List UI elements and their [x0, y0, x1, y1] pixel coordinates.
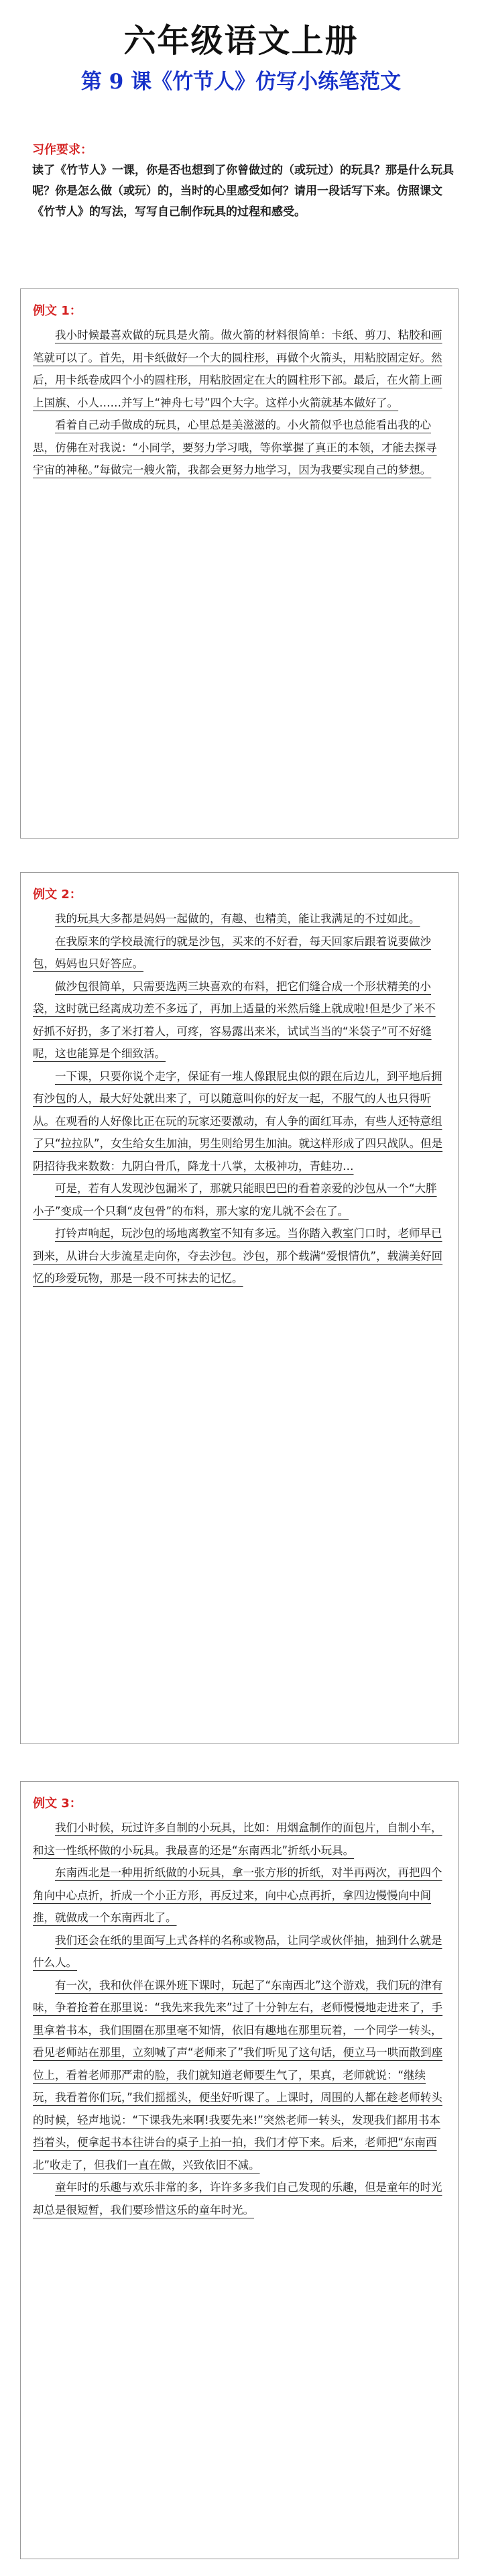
example-paragraph: 我小时候最喜欢做的玩具是火箭。做火箭的材料很简单：卡纸、剪刀、粘胶和画笔就可以了。首先，用卡纸做好一个大的圆柱形，再做个火箭头，用粘胶固定好。然后，用卡纸卷成四个小的圆柱形，用粘胶固定在大的圆柱形下部。最后，在火箭上画上国旗、小人……并写上“神舟七号”四个大字。这样小火箭就基本做好了。: [33, 329, 442, 409]
requirement-label: 习作要求：: [32, 143, 93, 157]
example-box-2: [20, 872, 459, 1744]
example-label: 例文 3：: [33, 1796, 82, 1811]
example-paragraph: 一下课，只要你说个走字，保证有一堆人像跟屁虫似的跟在后边儿，到平地后拥有沙包的人，最大好处就出来了，可以随意叫你的好友一起，不服气的人也只得听从。在观看的人好像比正在玩的玩家还要激动，有人争的面红耳赤，有些人还特意组了只“拉拉队”，女生给女生加油，男生则给男生加油。就这样形成了四只战队。但是阴招待我来数数：九阴白骨爪，降龙十八掌，太极神功，青蛙功…: [33, 1069, 443, 1173]
example-paragraph: 可是，若有人发现沙包漏米了，那就只能眼巴巴的看着亲爱的沙包从一个“大胖小子”变成一个只剩“皮包骨”的布料，那大家的宠儿就不会在了。: [33, 1182, 437, 1218]
example-paragraph: 有一次，我和伙伴在课外班下课时，玩起了“东南西北”这个游戏，我们玩的津有味，争着抢着在那里说：“我先来我先来”过了十分钟左右，老师慢慢地走进来了，手里拿着书本，我们围圈在那里毫不知情，依旧有趣地在那里玩着，一个同学一转头，看见老师站在那里，立刻喊了声“老师来了”我们听见了这句话，便立马一哄而散到座位上，看着老师那严肃的脸，我们就知道老师要生气了，果真，老师就说：“继续玩，我看着你们玩，”我们摇摇头，便坐好听课了。上课时，周围的人都在趁老师转头的时候，轻声地说：“下课我先来啊!我要先来!”突然老师一转头，发现我们都用书本挡着头，便拿起书本往讲台的桌子上拍一拍，我们才停下来。后来，老师把“东南西北”收走了，但我们一直在做，兴致依旧不减。: [33, 1978, 443, 2171]
example-box-3: [20, 1781, 459, 2559]
requirement-section: [32, 140, 455, 223]
example-label: 例文 1：: [33, 304, 82, 318]
example-paragraph: 我的玩具大多都是妈妈一起做的，有趣、也精美，能让我满足的不过如此。: [55, 912, 420, 925]
example-paragraph: 做沙包很简单，只需要选两三块喜欢的布料，把它们缝合成一个形状精美的小袋，这时就已经离成功差不多远了，再加上适量的米然后缝上就成啦!但是少了米不好抓不好扔，多了米打着人，可疼，容易露出来米，试试当当的“米袋子”可不好缝呢，这也能算是个细致活。: [33, 979, 436, 1060]
example-paragraph: 看着自己动手做成的玩具，心里总是美滋滋的。小火箭似乎也总能看出我的心思，仿佛在对我说：“小同学，要努力学习哦，等你掌握了真正的本领，才能去探寻宇宙的神秘。”每做完一艘火箭，我都会更努力地学习，因为我要实现自己的梦想。: [33, 419, 437, 476]
document-title: 六年级语文上册: [123, 22, 359, 60]
requirement-text: 读了《竹节人》一课，你是否也想到了你曾做过的（或玩过）的玩具？那是什么玩具呢？你是怎么做（或玩）的，当时的心里感受如何？请用一段话写下来。仿照课文《竹节人》的写法，写写自己制作玩具的过程和感受。: [32, 164, 454, 219]
example-paragraph: 我们小时候，玩过许多自制的小玩具，比如：用烟盒制作的面包片，自制小车，和这一性纸杯做的小玩具。我最喜的还是“东南西北”折纸小玩具。: [33, 1821, 442, 1857]
example-paragraph: 打铃声响起，玩沙包的场地离教室不知有多远。当你踏入教室门口时，老师早已到来，从讲台大步流星走向你，夺去沙包。沙包，那个载满“爱恨情仇”，载满美好回忆的珍爱玩物，那是一段不可抹去的记忆。: [33, 1227, 443, 1285]
example-label: 例文 2：: [33, 888, 82, 902]
document-subtitle: 第 9 课《竹节人》仿写小练笔范文: [80, 70, 402, 94]
example-paragraph: 东南西北是一种用折纸做的小玩具，拿一张方形的折纸，对半再两次，再把四个角向中心点折，折成一个小正方形，再反过来，向中心点再折，拿四边慢慢向中间推，就做成一个东南西北了。: [33, 1866, 442, 1924]
example-paragraph: 在我原来的学校最流行的就是沙包，买来的不好看，每天回家后跟着说要做沙包，妈妈也只好答应。: [33, 934, 431, 970]
example-box-1: [20, 288, 459, 839]
example-paragraph: 童年时的乐趣与欢乐非常的多，许许多多我们自己发现的乐趣，但是童年的时光却总是很短暂，我们要珍惜这乐的童年时光。: [33, 2181, 442, 2216]
example-paragraph: 我们还会在纸的里面写上式各样的名称或物品，让同学或伙伴抽，抽到什么就是什么人。: [33, 1933, 442, 1969]
